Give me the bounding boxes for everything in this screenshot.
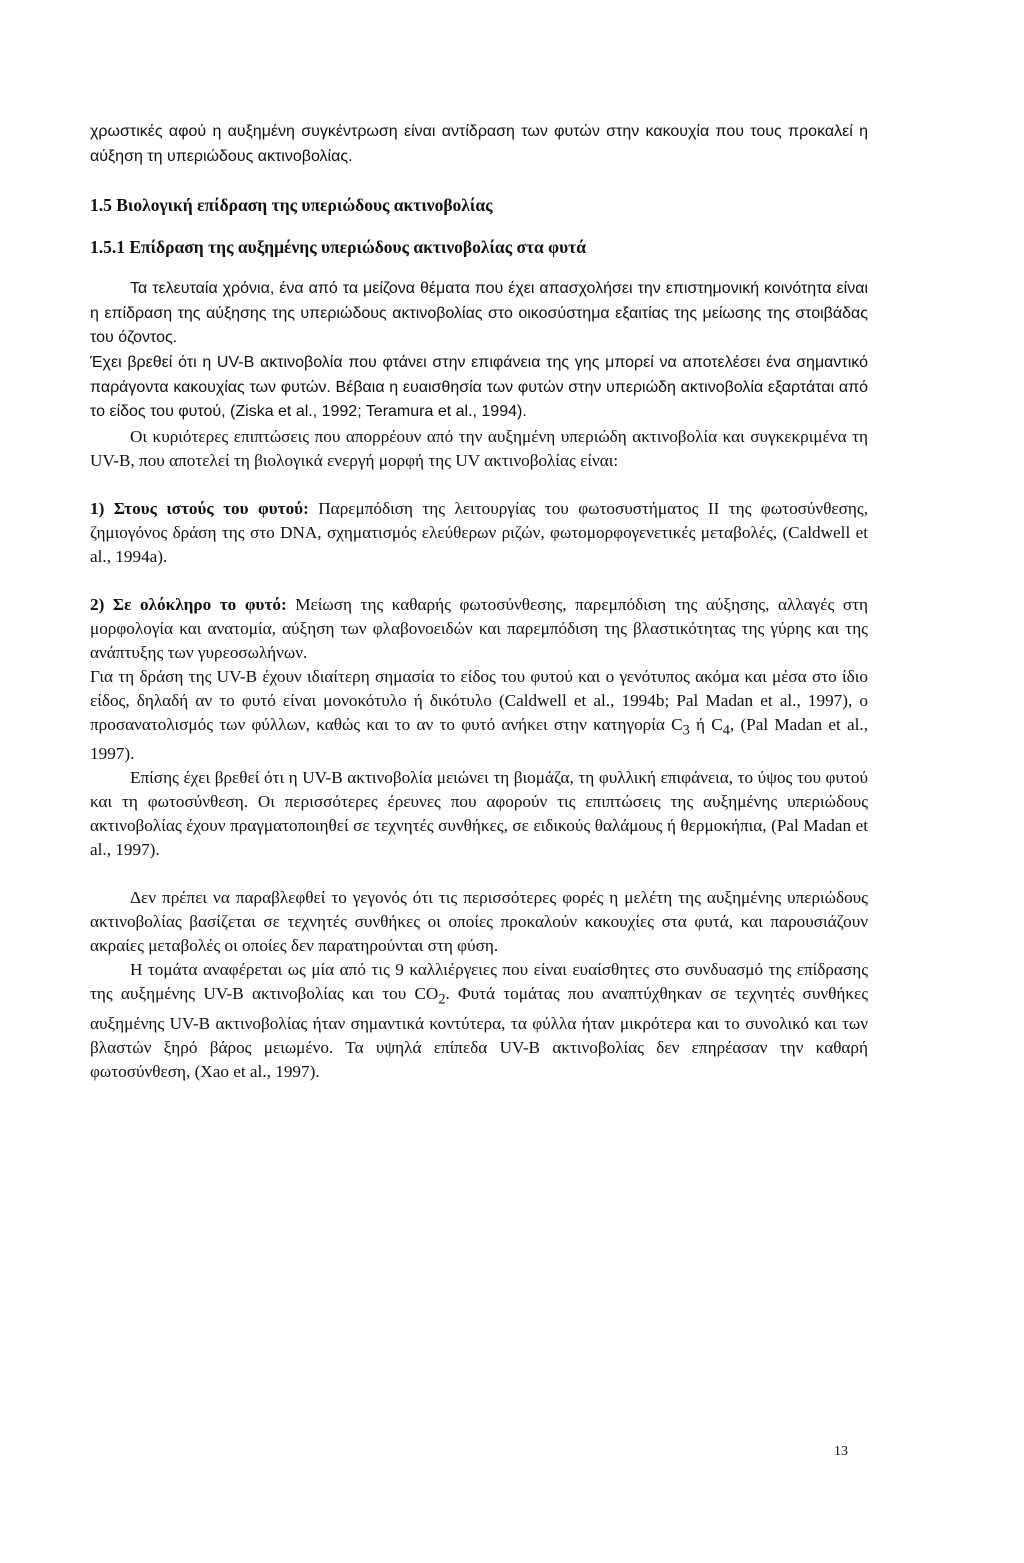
paragraph-7-text-a: Η τομάτα αναφέρεται ως μία από τις 9 καλλιέργειες που είναι ευαίσθητες στο συνδυασμό της επίδρασης της αυξημένης UV-B ακτινοβολίας και του CO <box>90 960 868 1004</box>
page-number: 13 <box>834 1444 848 1459</box>
list-item-1-text: Παρεμπόδιση της λειτουργίας του φωτοσυστήματος II της φωτοσύνθεσης, ζημιογόνος δράση της στο DNA, σχηματισμός ελεύθερων ριζών, φωτομορφογενετικές μεταβολές, (Caldwell et al., 1994a). <box>90 498 869 566</box>
document-page <box>90 120 868 1084</box>
paragraph-2: Έχει βρεθεί ότι η UV-B ακτινοβολία που φτάνει στην επιφάνεια της γης μπορεί να αποτελέσει ένα σημαντικό παράγοντα κακουχίας των φυτών. Βέβαια η ευαισθησία των φυτών στην υπεριώδη ακτινοβολία εξαρτάται από το είδος του φυτού, (Ziska et al., 1992; Teramura et al., 1994). <box>90 353 868 421</box>
subsection-heading: 1.5.1 Επίδραση της αυξημένης υπεριώδους ακτινοβολίας στα φυτά <box>90 237 587 258</box>
paragraph-4-text-a: Για τη δράση της UV-B έχουν ιδιαίτερη σημασία το είδος του φυτού και ο γενότυπος ακόμα και μέσα στο ίδιο είδος, δηλαδή αν το φυτό είναι μονοκότυλο ή δικότυλο (Caldwell et al., 1994b; Pal Madan et al., 1997), ο προσανατολισμός των φύλλων, καθώς και το αν το φυτό ανήκει στην κατηγορία C <box>90 666 868 734</box>
intro-paragraph: χρωστικές αφού η αυξημένη συγκέντρωση είναι αντίδραση των φυτών στην κακουχία που τους προκαλεί η αύξηση τη υπεριώδους ακτινοβολίας. <box>90 123 868 165</box>
list-item-1-label: 1) Στους ιστούς του φυτού: <box>90 498 309 518</box>
subscript-4: 4 <box>722 722 730 739</box>
paragraph-4 <box>90 665 868 766</box>
paragraph-6: Δεν πρέπει να παραβλεφθεί το γεγονός ότι τις περισσότερες φορές η μελέτη της αυξημένης υπεριώδους ακτινοβολίας βασίζεται σε τεχνητές συνθήκες οι οποίες προκαλούν κακουχίες στα φυτά, και παρουσιάζουν ακραίες μεταβολές οι οποίες δεν παρατηρούνται στη φύση. <box>90 888 868 956</box>
list-item-2-label: 2) Σε ολόκληρο το φυτό: <box>90 594 287 614</box>
paragraph-7-text-b: . Φυτά τομάτας που αναπτύχθηκαν σε τεχνητές συνθήκες αυξημένης UV-B ακτινοβολίας ήταν σημαντικά κοντύτερα, τα φύλλα ήταν μικρότερα και το συνολικό και των βλαστών ξηρό βάρος μειωμένο. Τα υψηλά επίπεδα UV-B ακτινοβολίας δεν επηρέασαν την καθαρή φωτοσύνθεση, (Xao et al., 1997). <box>90 984 869 1081</box>
paragraph-7 <box>90 958 868 1083</box>
paragraph-3: Οι κυριότερες επιπτώσεις που απορρέουν από την αυξημένη υπεριώδη ακτινοβολία και συγκεκριμένα τη UV-B, που αποτελεί τη βιολογικά ενεργή μορφή της UV ακτινοβολίας είναι: <box>90 426 868 470</box>
list-item-2 <box>90 593 868 665</box>
paragraph-4-text-b: ή C <box>689 714 723 734</box>
paragraph-4-text-c: , (Pal Madan et al., 1997). <box>90 714 868 764</box>
section-heading: 1.5 Βιολογική επίδραση της υπεριώδους ακτινοβολίας <box>90 195 493 216</box>
list-item-1 <box>90 497 868 569</box>
subscript-3: 3 <box>682 722 690 739</box>
paragraph-5: Επίσης έχει βρεθεί ότι η UV-B ακτινοβολία μειώνει τη βιομάζα, τη φυλλική επιφάνεια, το ύψος του φυτού και τη φωτοσύνθεση. Οι περισσότερες έρευνες που αφορούν τις επιπτώσεις της αυξημένης υπεριώδους ακτινοβολίας έχουν πραγματοποιηθεί σε τεχνητές συνθήκες, σε ειδικούς θαλάμους ή θερμοκήπια, (Pal Madan et al., 1997). <box>90 768 868 860</box>
list-item-2-text: Μείωση της καθαρής φωτοσύνθεσης, παρεμπόδιση της αύξησης, αλλαγές στη μορφολογία και ανατομία, αύξηση των φλαβονοειδών και παρεμπόδιση της βλαστικότητας της γύρης και της ανάπτυξης των γυρεοσωλήνων. <box>90 594 868 662</box>
paragraph-1: Τα τελευταία χρόνια, ένα από τα μείζονα θέματα που έχει απασχολήσει την επιστημονική κοινότητα είναι η επίδραση της αύξησης της υπεριώδους ακτινοβολίας στο οικοσύστημα εξαιτίας της μείωσης της στοιβάδας του όζοντος. <box>90 280 868 347</box>
subscript-2: 2 <box>438 991 446 1008</box>
